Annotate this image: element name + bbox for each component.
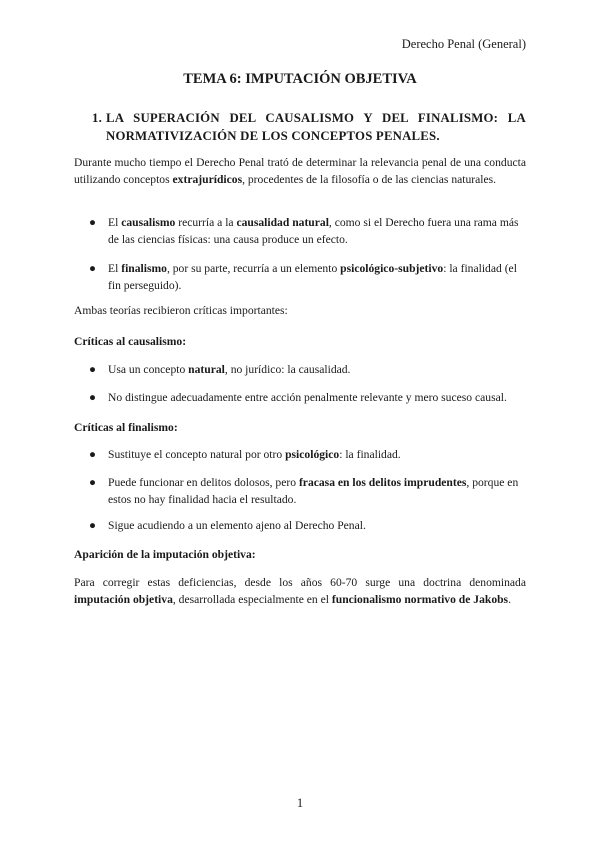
bullet-text: No distingue adecuadamente entre acción penalmente relevante y mero suceso causal. [108, 391, 507, 404]
document-page [74, 0, 526, 848]
intro-bold-1: extrajurídicos [172, 172, 243, 186]
list-item [89, 362, 526, 379]
list-item [89, 215, 526, 248]
section-heading-line-1: LA SUPERACIÓN DEL CAUSALISMO Y DEL FINALISMO: LA [106, 111, 526, 125]
list-item [89, 390, 526, 407]
section-heading [92, 109, 526, 145]
appearance-heading: Aparición de la imputación objetiva: [74, 548, 256, 561]
bullet-icon: ● [89, 363, 97, 376]
critiques-finalism-heading: Críticas al finalismo: [74, 421, 178, 434]
bullet-text: El finalismo, por su parte, recurría a un elemento psicológico-subjetivo: la finalidad (el fin perseguido). [108, 262, 517, 292]
bullet-icon: ● [89, 391, 97, 404]
bullet-text: Usa un concepto natural, no jurídico: la causalidad. [108, 363, 351, 376]
both-theories-paragraph: Ambas teorías recibieron críticas importantes: [74, 304, 288, 317]
appearance-paragraph: Para corregir estas deficiencias, desde los años 60-70 surge una doctrina denominada imputación objetiva, desarrollada especialmente en el funcionalismo normativo de Jakobs. [74, 576, 526, 606]
intro-text-2: , procedentes de la filosofía o de las ciencias naturales. [242, 172, 497, 186]
bullet-icon: ● [89, 476, 97, 489]
bullet-text: Sigue acudiendo a un elemento ajeno al Derecho Penal. [108, 519, 366, 532]
list-item [89, 447, 526, 464]
bullet-text: Sustituye el concepto natural por otro psicológico: la finalidad. [108, 448, 401, 461]
list-item [89, 475, 526, 508]
bullet-icon: ● [89, 519, 97, 532]
list-item [89, 261, 526, 294]
page-number: 1 [296, 796, 304, 810]
intro-paragraph [74, 155, 526, 188]
section-number: 1. [92, 111, 102, 125]
list-item [89, 518, 526, 535]
critiques-causalism-heading: Críticas al causalismo: [74, 335, 187, 348]
bullet-icon: ● [89, 216, 97, 229]
bullet-icon: ● [89, 262, 97, 275]
bullet-text: El causalismo recurría a la causalidad natural, como si el Derecho fuera una rama más de las ciencias físicas: una causa produce un efecto. [108, 216, 519, 246]
intro-text-1: Durante mucho tiempo el Derecho Penal trató de determinar la relevancia penal de una conducta utilizando conceptos [74, 156, 526, 186]
bullet-icon: ● [89, 448, 97, 461]
section-heading-line-2: NORMATIVIZACIÓN DE LOS CONCEPTOS PENALES. [106, 129, 440, 143]
bullet-text: Puede funcionar en delitos dolosos, pero fracasa en los delitos imprudentes, porque en estos no hay finalidad hacia el resultado. [108, 476, 519, 506]
page-title: TEMA 6: IMPUTACIÓN OBJETIVA [183, 71, 417, 87]
running-header: Derecho Penal (General) [401, 37, 526, 51]
